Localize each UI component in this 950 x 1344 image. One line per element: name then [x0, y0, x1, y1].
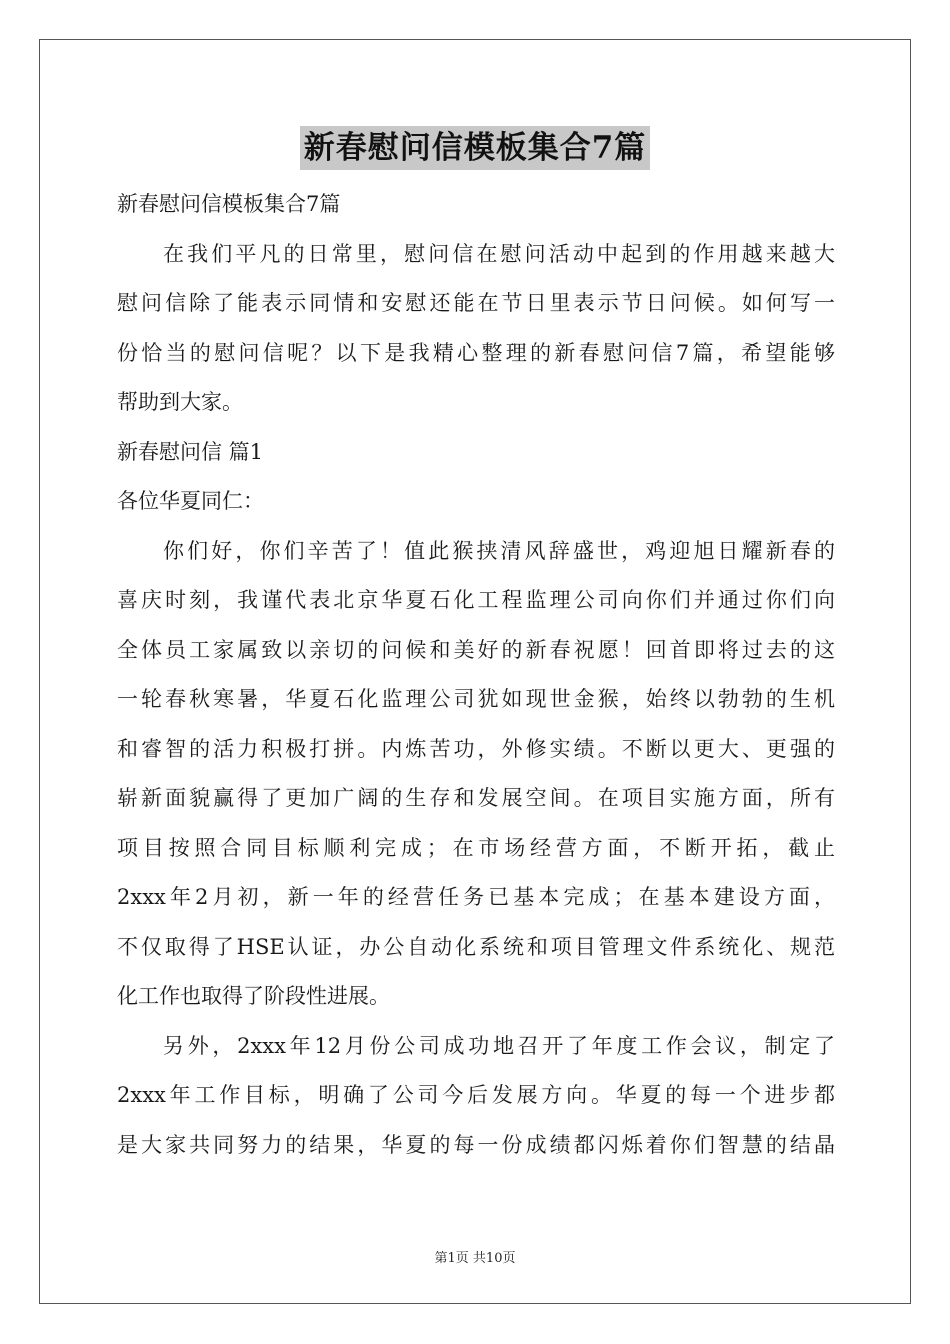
- text-line: 2xxx年2月初，新一年的经营任务已基本完成；在基本建设方面，: [117, 885, 835, 909]
- text-line: 新春慰问信 篇1: [117, 439, 264, 464]
- page-footer: 第1页 共10页: [434, 1251, 516, 1266]
- text-line: 是大家共同努力的结果，华夏的每一份成绩都闪烁着你们智慧的结晶: [117, 1132, 835, 1157]
- text-line: 2xxx年工作目标，明确了公司今后发展方向。华夏的每一个进步都: [117, 1083, 835, 1107]
- text-line: 在我们平凡的日常里，慰问信在慰问活动中起到的作用越来越大: [163, 241, 835, 266]
- document-title: 新春慰问信模板集合7篇: [300, 126, 651, 170]
- text-line: 不仅取得了HSE认证，办公自动化系统和项目管理文件系统化、规范: [117, 934, 835, 959]
- title-container: [0, 126, 950, 170]
- text-line: 化工作也取得了阶段性进展。: [117, 984, 390, 1008]
- text-line: 帮助到大家。: [117, 390, 243, 414]
- text-line: 各位华夏同仁：: [117, 489, 264, 513]
- text-line: 慰问信除了能表示同情和安慰还能在节日里表示节日问候。如何写一: [117, 291, 835, 315]
- text-line: 和睿智的活力积极打拼。内炼苦功，外修实绩。不断以更大、更强的: [117, 736, 835, 761]
- text-line: 份恰当的慰问信呢？以下是我精心整理的新春慰问信7篇，希望能够: [117, 340, 835, 365]
- text-line: 项目按照合同目标顺利完成；在市场经营方面，不断开拓，截止: [117, 835, 835, 860]
- document-body: [117, 180, 835, 1170]
- text-line: 崭新面貌赢得了更加广阔的生存和发展空间。在项目实施方面，所有: [117, 786, 835, 810]
- text-line: 新春慰问信模板集合7篇: [117, 192, 341, 216]
- text-line: 另外，2xxx年12月份公司成功地召开了年度工作会议，制定了: [163, 1033, 835, 1058]
- text-line: 一轮春秋寒暑，华夏石化监理公司犹如现世金猴，始终以勃勃的生机: [117, 687, 835, 711]
- text-line: 你们好，你们辛苦了！值此猴挟清风辞盛世，鸡迎旭日耀新春的: [163, 538, 835, 563]
- text-line: 全体员工家属致以亲切的问候和美好的新春祝愿！回首即将过去的这: [117, 637, 835, 662]
- text-line: 喜庆时刻，我谨代表北京华夏石化工程监理公司向你们并通过你们向: [117, 588, 835, 612]
